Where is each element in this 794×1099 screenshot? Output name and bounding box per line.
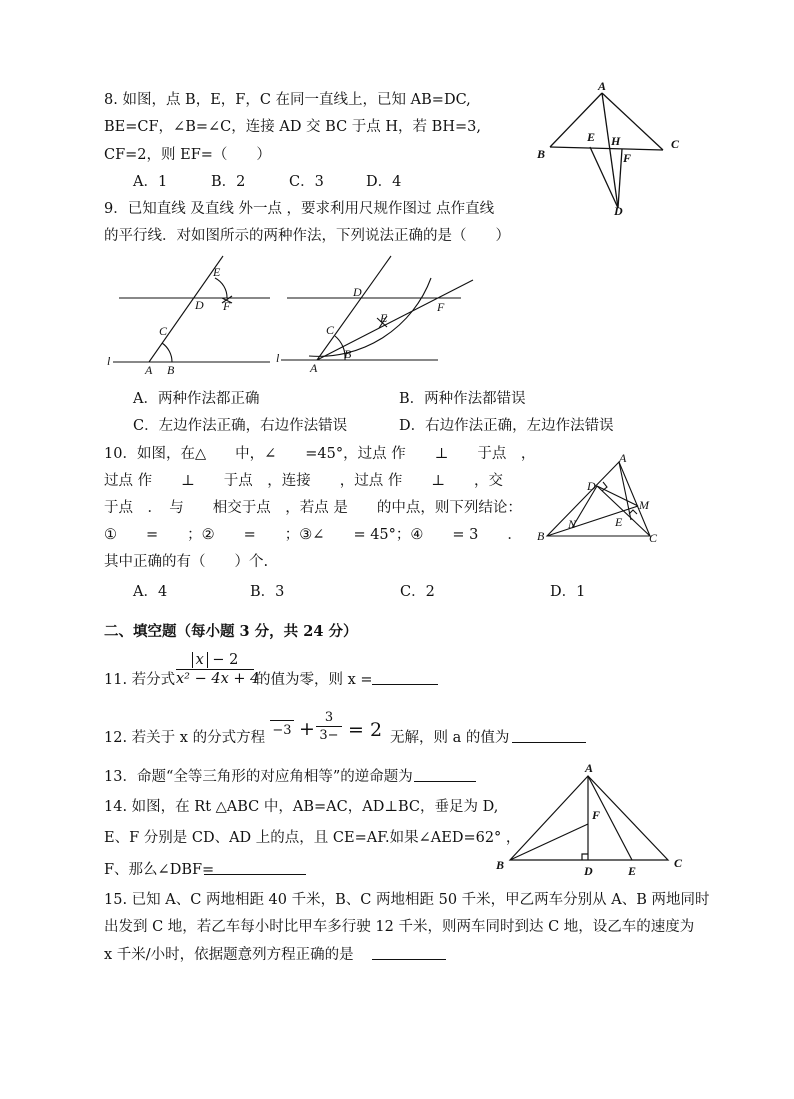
q10-label-c: C: [649, 531, 658, 542]
q10-line-2: 过点 作 ⊥ 于点 ，连接 ，过点 作 ⊥ ，交: [104, 473, 503, 489]
q8-label-d: D: [614, 204, 623, 218]
q8-line-3: CF=2，则 EF=（ ）: [104, 147, 271, 163]
q14-label-c: C: [674, 856, 683, 870]
q11-num-rest: − 2: [212, 652, 239, 668]
q11-suffix: 的值为零，则 x =: [256, 672, 373, 688]
q10-line-4: ① = ；② = ；③∠ = 45°；④ = 3 ．: [104, 527, 522, 543]
q14-line-2: E、F 分别是 CD、AD 上的点，且 CE=AF.如果∠AED=62° ，: [104, 830, 521, 846]
q13-text: 13．命题“全等三角形的对应角相等”的逆命题为: [104, 769, 413, 785]
q12-equals: = 2: [348, 719, 383, 741]
q14-label-d: D: [584, 864, 593, 878]
q9-left-label-l: l: [107, 354, 111, 368]
q15-answer-blank: [372, 943, 446, 960]
q9-right-label-a: A: [310, 361, 318, 375]
q14-label-a: A: [585, 762, 594, 775]
q9-left-arc-a: [162, 343, 172, 362]
q8-option-a: A．1: [133, 174, 168, 190]
q9-right-transversal: [317, 256, 391, 360]
q10-line-1: 10．如图，在△ 中，∠ =45°，过点 作 ⊥ 于点 ，: [104, 446, 536, 462]
q8-label-e: E: [587, 130, 596, 144]
q8-label-f: F: [623, 151, 632, 165]
q11-answer-blank: [372, 668, 438, 685]
q9-line-2: 的平行线．对如图所示的两种作法，下列说法正确的是（ ）: [104, 228, 510, 244]
q8-label-c: C: [671, 137, 680, 151]
q9-right-label-l: l: [276, 351, 280, 365]
q15-line-3: x 千米/小时，依据题意列方程正确的是: [104, 947, 354, 963]
q10-option-c: C．2: [400, 584, 435, 600]
q14-answer-blank: [204, 858, 306, 875]
q12-prefix: 12. 若关于 x 的分式方程: [104, 730, 266, 746]
q11-denominator: x² − 4x + 4: [176, 671, 260, 687]
q10-line-5: 其中正确的有（ ）个.: [104, 554, 269, 570]
q9-left-arc-d: [215, 278, 227, 298]
q12-fraction-2: [316, 710, 342, 743]
q8-label-b: B: [537, 147, 546, 161]
q9-left-label-b: B: [167, 363, 175, 377]
q8-option-c: C．3: [289, 174, 324, 190]
q12-frac1-denominator: −3: [270, 720, 294, 738]
q9-right-label-f: F: [437, 300, 445, 314]
q9-left-label-a: A: [145, 363, 153, 377]
q10-segment-dm: [597, 486, 638, 506]
q10-label-d: D: [587, 479, 596, 493]
q10-label-a: A: [619, 451, 627, 465]
q11-prefix: 11. 若分式: [104, 672, 176, 688]
q10-figure: [535, 450, 665, 542]
q10-label-e: E: [615, 515, 623, 529]
q10-triangle-abc: [547, 462, 650, 536]
q10-option-a: A．4: [133, 584, 168, 600]
q14-segment-bf: [510, 824, 588, 860]
q9-right-diagonal: [317, 280, 473, 360]
q10-line-3: 于点 ． 与 相交于点 ，若点 是 的中点，则下列结论：: [104, 500, 522, 516]
q10-option-d: D．1: [550, 584, 586, 600]
q9-right-label-b: B: [344, 347, 352, 361]
q9-option-b: B．两种作法都错误: [399, 391, 526, 407]
q12-plus: +: [299, 718, 315, 740]
q13-answer-blank: [414, 765, 476, 782]
q14-line-3: F、那么∠DBF=: [104, 862, 215, 878]
q9-left-transversal: [149, 256, 223, 362]
q8-label-h: H: [611, 134, 621, 148]
section-2-title: 二、填空题（每小题 3 分，共 24 分）: [104, 623, 358, 640]
q12-frac2-denominator: 3−: [316, 726, 342, 743]
q9-left-label-d: D: [195, 298, 204, 312]
q8-option-d: D．4: [366, 174, 402, 190]
q8-line-2: BE=CF，∠B=∠C，连接 AD 交 BC 于点 H，若 BH=3,: [104, 119, 481, 135]
q10-segment-bm: [547, 506, 638, 536]
q14-label-f: F: [592, 808, 601, 822]
q8-line-1: 8. 如图，点 B，E，F，C 在同一直线上，已知 AB=DC,: [104, 92, 471, 108]
q11-numerator: [176, 652, 254, 669]
q10-label-b: B: [537, 529, 545, 542]
q9-right-label-d: D: [353, 285, 362, 299]
q9-right-figure: [273, 252, 478, 380]
q9-left-label-c: C: [159, 324, 168, 338]
q10-label-m: M: [639, 498, 649, 512]
q15-line-2: 出发到 C 地，若乙车每小时比甲车多行驶 12 千米，则两车同时到达 C 地，设乙车的速度为: [104, 919, 695, 935]
q9-right-label-e: E: [380, 311, 388, 325]
q9-option-c: C．左边作法正确，右边作法错误: [133, 418, 348, 434]
q8-option-b: B．2: [211, 174, 246, 190]
q12-answer-blank: [512, 726, 586, 743]
q9-left-figure: [105, 252, 275, 380]
q11-abs-x: x: [192, 652, 208, 668]
q10-option-b: B．3: [250, 584, 285, 600]
q15-line-1: 15. 已知 A、C 两地相距 40 千米，B、C 两地相距 50 千米，甲乙两车分别从 A、B 两地同时: [104, 892, 710, 908]
q8-figure: [530, 78, 690, 220]
q12-suffix: 无解，则 a 的值为: [390, 730, 510, 746]
q8-segment-fd: [618, 149, 622, 208]
q14-triangle-abc: [510, 776, 668, 860]
q8-segment-bc: [550, 147, 663, 150]
q14-label-e: E: [628, 864, 637, 878]
q9-option-d: D．右边作法正确，左边作法错误: [399, 418, 614, 434]
q9-left-label-f: F: [223, 299, 231, 313]
q14-line-1: 14. 如图，在 Rt △ABC 中，AB=AC，AD⊥BC，垂足为 D,: [104, 799, 499, 815]
q14-figure: [490, 762, 690, 880]
q12-frac2-numerator: 3: [324, 710, 334, 725]
q9-right-label-c: C: [326, 323, 335, 337]
q9-left-label-e: E: [213, 265, 221, 279]
q9-line-1: 9．已知直线 及直线 外一点 ，要求利用尺规作图过 点作直线: [104, 201, 495, 217]
q12-fraction-1: [270, 720, 294, 738]
q8-label-a: A: [598, 79, 607, 93]
q9-option-a: A．两种作法都正确: [133, 391, 260, 407]
q10-label-n: N: [568, 517, 577, 531]
q11-fraction: [176, 652, 260, 687]
q14-label-b: B: [496, 858, 505, 872]
